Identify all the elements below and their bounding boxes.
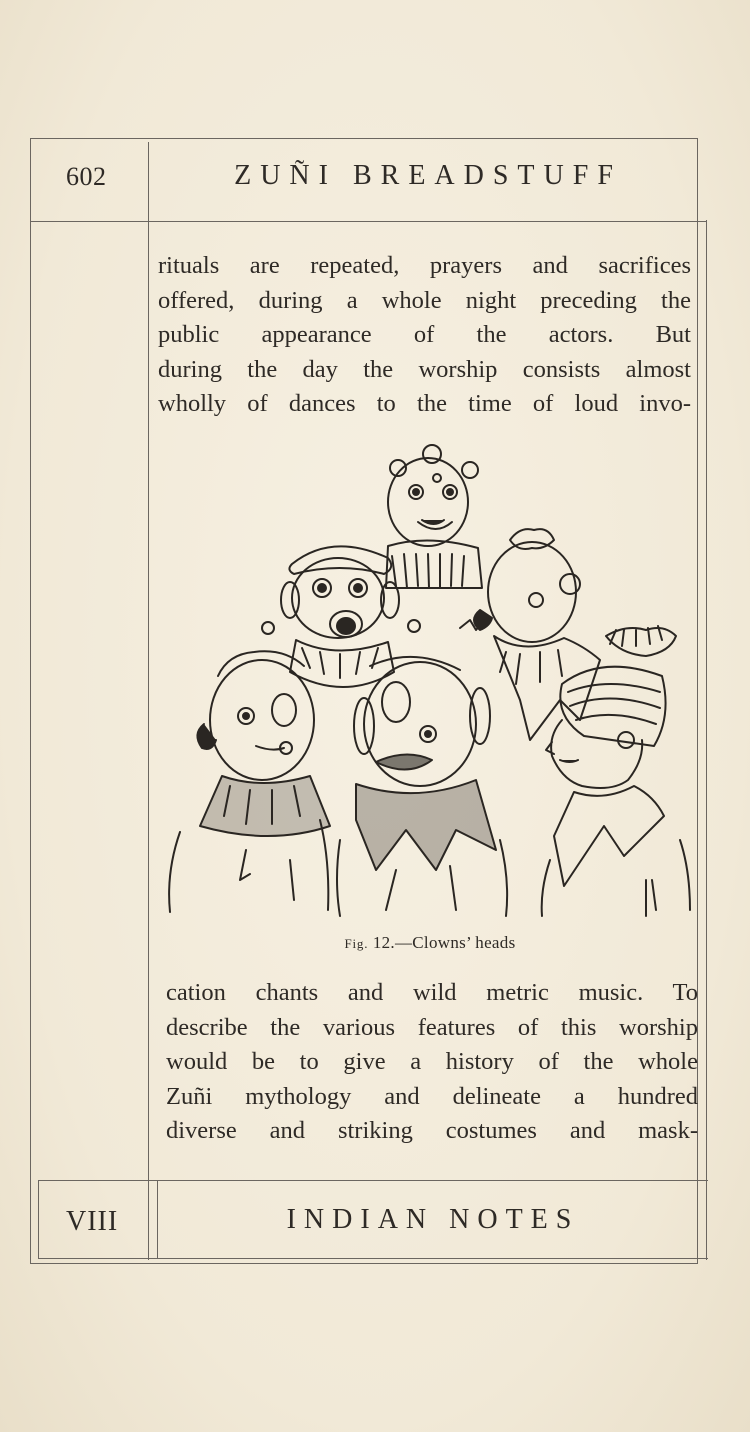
page-number: 602 — [66, 162, 107, 191]
footer-volume-number: VIII — [66, 1206, 119, 1237]
clown-figure-top — [386, 445, 482, 588]
text-line: would be to give a history of the whole — [166, 1048, 698, 1076]
text-line: offered, during a whole night preceding the — [158, 286, 691, 314]
clown-figure-upper-right — [460, 529, 600, 740]
text-line: cation chants and wild metric music. To — [166, 979, 698, 1006]
body-text-bottom — [166, 976, 698, 1149]
header-rule — [30, 221, 706, 222]
running-title: ZUÑI BREADSTUFF — [234, 160, 622, 191]
figure-caption-text: 12.—Clowns’ heads — [368, 933, 516, 952]
footer-bottom-rule — [38, 1258, 708, 1259]
footer-title: INDIAN NOTES — [286, 1204, 580, 1235]
footer-left-rule — [38, 1180, 39, 1258]
right-column-rule — [706, 220, 707, 1260]
body-text-top — [158, 249, 691, 422]
text-line: public appearance of the actors. But — [158, 321, 691, 349]
footer-top-rule — [38, 1180, 708, 1181]
clown-figure-lower-middle — [337, 657, 507, 916]
clown-figure-right — [542, 626, 690, 916]
text-line: describe the various features of this worship — [166, 1013, 698, 1041]
figure-caption — [160, 933, 700, 953]
text-line: during the day the worship consists almost — [158, 355, 691, 383]
left-column-rule — [148, 142, 149, 1260]
text-line: wholly of dances to the time of loud invo- — [158, 390, 691, 418]
clown-figure-lower-left — [169, 651, 330, 912]
text-line: Zuñi mythology and delineate a hundred — [166, 1082, 698, 1110]
clowns-heads-illustration — [160, 440, 700, 930]
text-line: diverse and striking costumes and mask- — [166, 1117, 698, 1145]
text-line: rituals are repeated, prayers and sacrifices — [158, 252, 691, 279]
figure-caption-prefix: Fig. — [344, 936, 369, 951]
